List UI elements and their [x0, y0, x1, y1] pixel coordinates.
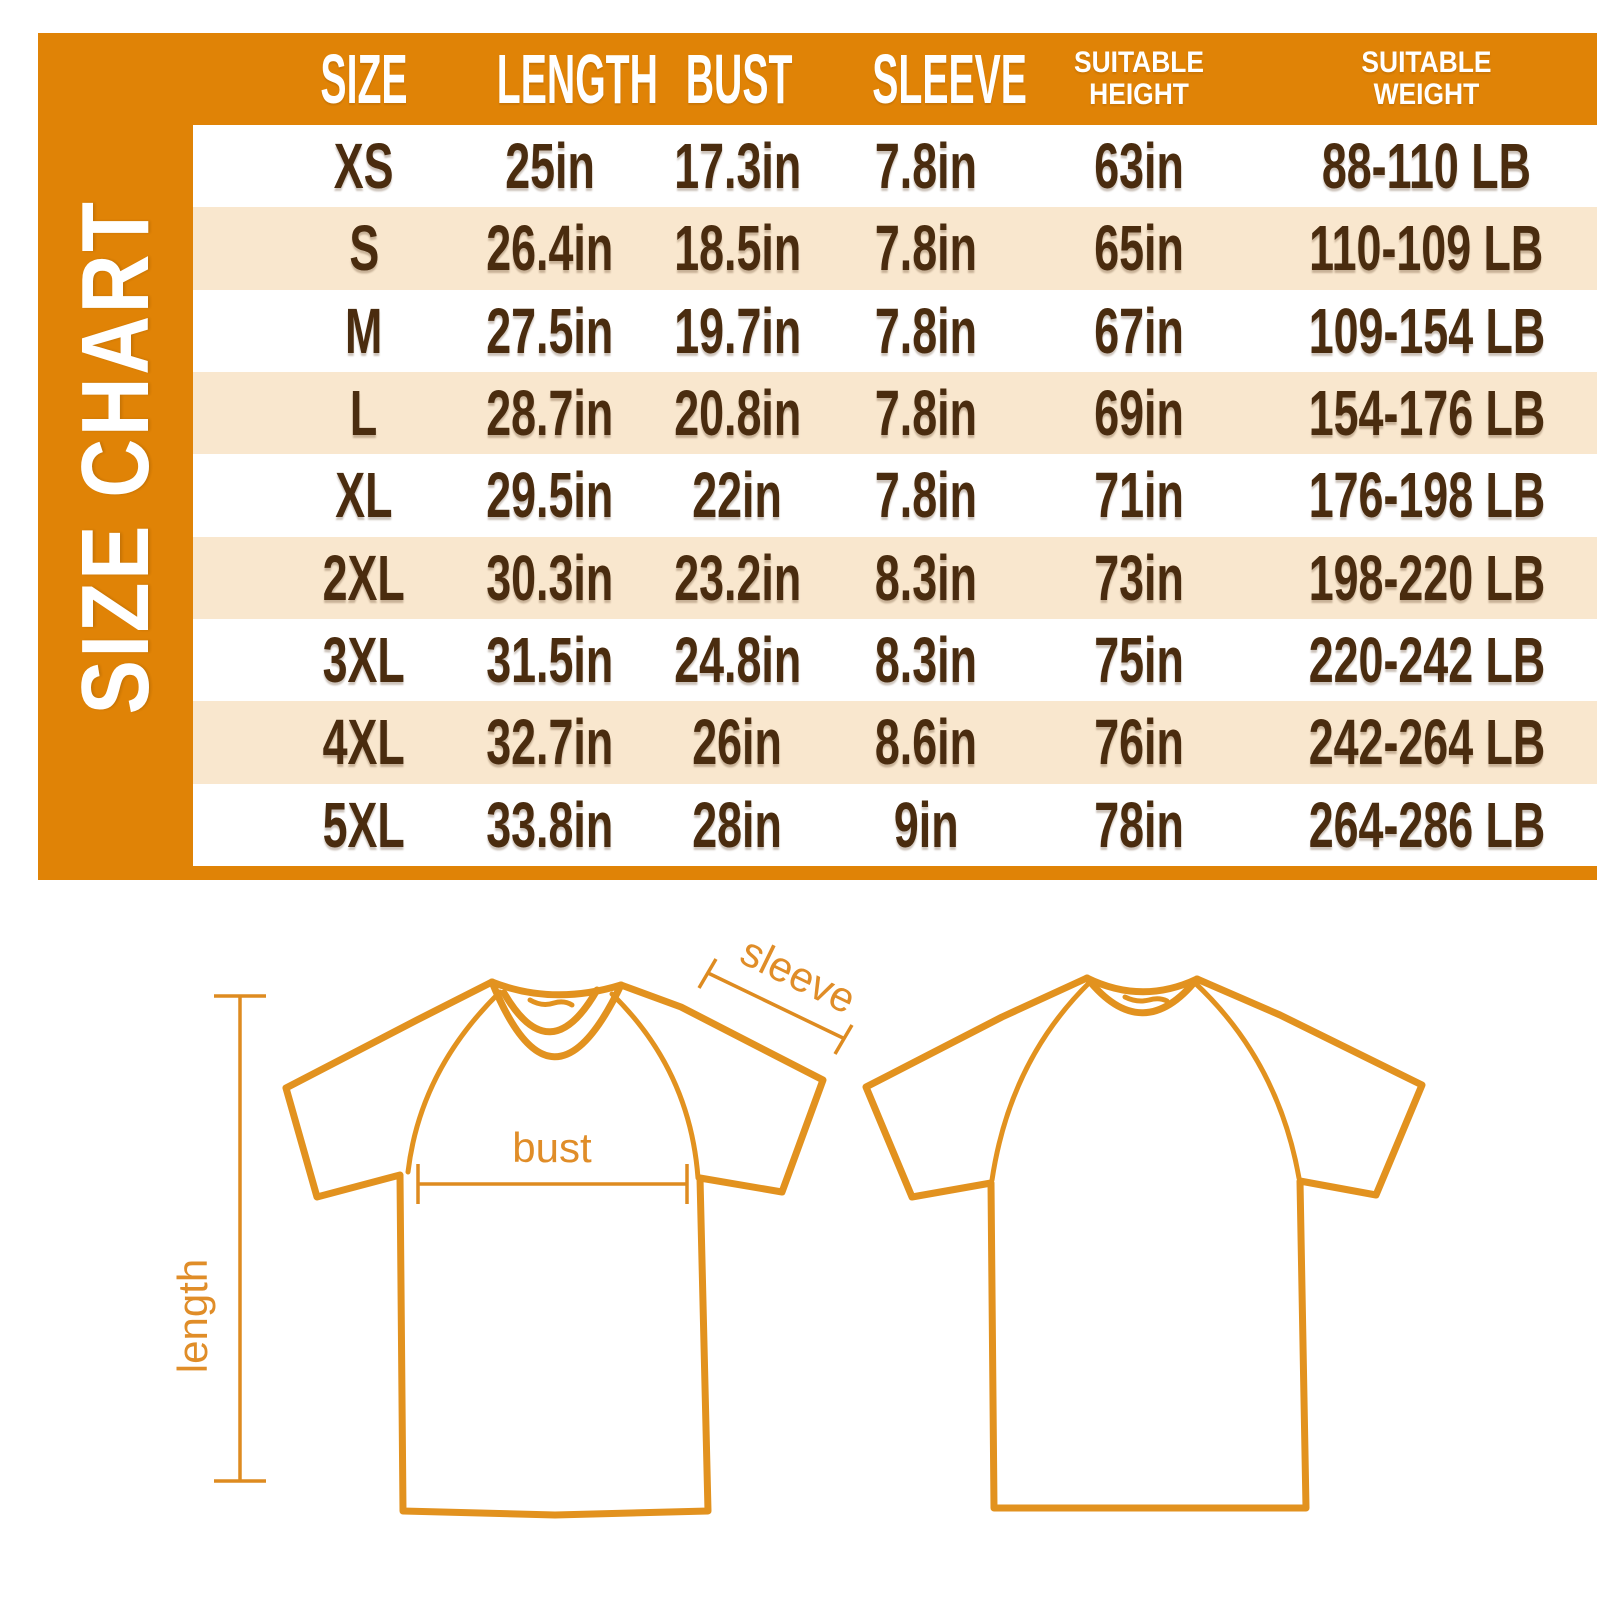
- cell-suitable-weight: [1256, 624, 1597, 697]
- cell-sleeve: [830, 212, 1022, 285]
- cell-suitable-height: [1022, 130, 1256, 203]
- cell-suitable-weight: [1256, 459, 1597, 532]
- cell-bust: [645, 377, 830, 450]
- cell-value: 20.8in: [673, 377, 801, 450]
- cell-sleeve: [830, 541, 1022, 614]
- tshirt-back-drawing: [866, 978, 1422, 1508]
- length-label: length: [169, 1258, 216, 1374]
- cell-value: 29.5in: [486, 459, 614, 532]
- cell-bust: [645, 624, 830, 697]
- cell-suitable-height: [1022, 377, 1256, 450]
- front-collar-stitch: [530, 1000, 572, 1005]
- table-row: [193, 207, 1597, 289]
- cell-size: [193, 130, 455, 203]
- cell-length: [455, 459, 645, 532]
- cell-value: 154-176 LB: [1308, 377, 1545, 450]
- back-collar-stitch: [1125, 997, 1167, 1001]
- cell-suitable-weight: [1256, 788, 1597, 861]
- cell-value: 3XL: [322, 624, 406, 697]
- cell-value: 220-242 LB: [1308, 624, 1545, 697]
- cell-value: 31.5in: [486, 624, 614, 697]
- sleeve-label: sleeve: [733, 927, 864, 1023]
- cell-value: XS: [334, 130, 394, 203]
- cell-suitable-weight: [1256, 212, 1597, 285]
- cell-value: 76in: [1094, 706, 1184, 779]
- tshirt-front-drawing: [286, 982, 823, 1515]
- cell-value: 9in: [893, 788, 959, 861]
- table-row: [193, 372, 1597, 454]
- cell-value: 176-198 LB: [1308, 459, 1545, 532]
- cell-value: 17.3in: [673, 130, 801, 203]
- cell-value: 69in: [1094, 377, 1184, 450]
- cell-value: 264-286 LB: [1308, 788, 1545, 861]
- length-measure-line: [169, 996, 266, 1481]
- bust-label: bust: [512, 1124, 592, 1171]
- table-header-row: [193, 33, 1597, 125]
- cell-suitable-height: [1022, 706, 1256, 779]
- cell-value: 18.5in: [673, 212, 801, 285]
- size-chart-title: SIZE CHART: [61, 198, 169, 715]
- cell-value: 28.7in: [486, 377, 614, 450]
- cell-sleeve: [830, 624, 1022, 697]
- cell-value: 4XL: [322, 706, 406, 779]
- column-header-size: SIZE: [320, 40, 408, 118]
- column-header-sleeve: SLEEVE: [872, 40, 1027, 118]
- cell-size: [193, 377, 455, 450]
- cell-sleeve: [830, 788, 1022, 861]
- cell-value: XL: [335, 459, 393, 532]
- cell-bust: [645, 294, 830, 367]
- cell-value: 65in: [1094, 212, 1184, 285]
- cell-length: [455, 212, 645, 285]
- cell-length: [455, 294, 645, 367]
- column-header-bust: BUST: [685, 40, 793, 118]
- cell-size: [193, 294, 455, 367]
- front-right-armhole-seam: [612, 994, 698, 1178]
- cell-value: 7.8in: [874, 212, 978, 285]
- cell-bust: [645, 788, 830, 861]
- cell-suitable-weight: [1256, 377, 1597, 450]
- cell-size: [193, 788, 455, 861]
- size-chart-title-band: [38, 33, 193, 880]
- cell-length: [455, 541, 645, 614]
- cell-sleeve: [830, 377, 1022, 450]
- cell-value: 78in: [1094, 788, 1184, 861]
- cell-sleeve: [830, 459, 1022, 532]
- table-row: [193, 701, 1597, 783]
- cell-value: 63in: [1094, 130, 1184, 203]
- cell-size: [193, 459, 455, 532]
- cell-value: 2XL: [322, 541, 406, 614]
- cell-bust: [645, 459, 830, 532]
- cell-value: 71in: [1094, 459, 1184, 532]
- cell-value: 26in: [692, 706, 783, 779]
- cell-value: 28in: [692, 788, 783, 861]
- table-row: [193, 537, 1597, 619]
- cell-value: 73in: [1094, 541, 1184, 614]
- measurement-diagram: [0, 900, 1600, 1600]
- cell-value: 5XL: [322, 788, 406, 861]
- cell-value: 242-264 LB: [1308, 706, 1545, 779]
- cell-value: 8.3in: [874, 624, 978, 697]
- cell-length: [455, 377, 645, 450]
- cell-size: [193, 706, 455, 779]
- cell-value: L: [350, 377, 378, 450]
- cell-suitable-height: [1022, 788, 1256, 861]
- front-collar-top: [492, 982, 621, 995]
- cell-value: 7.8in: [874, 294, 978, 367]
- cell-size: [193, 541, 455, 614]
- cell-value: M: [345, 294, 383, 367]
- cell-suitable-weight: [1256, 706, 1597, 779]
- cell-value: 110-109 LB: [1309, 212, 1544, 285]
- cell-value: 30.3in: [486, 541, 614, 614]
- cell-value: 24.8in: [673, 624, 801, 697]
- cell-value: 23.2in: [673, 541, 801, 614]
- back-right-armhole-seam: [1194, 982, 1299, 1178]
- cell-value: 7.8in: [874, 377, 978, 450]
- cell-value: 22in: [692, 459, 783, 532]
- cell-sleeve: [830, 294, 1022, 367]
- table-row: [193, 454, 1597, 536]
- cell-value: 67in: [1094, 294, 1184, 367]
- cell-value: 109-154 LB: [1308, 294, 1545, 367]
- cell-size: [193, 624, 455, 697]
- cell-suitable-height: [1022, 212, 1256, 285]
- size-table-body: [193, 125, 1597, 866]
- cell-value: 7.8in: [874, 459, 978, 532]
- cell-bust: [645, 541, 830, 614]
- cell-bust: [645, 706, 830, 779]
- cell-value: 8.3in: [874, 541, 978, 614]
- cell-suitable-weight: [1256, 130, 1597, 203]
- table-row: [193, 784, 1597, 866]
- back-collar-top: [1087, 978, 1197, 992]
- sleeve-measure-line: [699, 927, 863, 1054]
- cell-value: 27.5in: [486, 294, 614, 367]
- cell-value: 26.4in: [486, 212, 614, 285]
- cell-suitable-height: [1022, 624, 1256, 697]
- cell-value: 19.7in: [673, 294, 801, 367]
- cell-value: 8.6in: [874, 706, 978, 779]
- cell-suitable-weight: [1256, 294, 1597, 367]
- table-row: [193, 290, 1597, 372]
- cell-length: [455, 788, 645, 861]
- cell-value: S: [349, 212, 379, 285]
- cell-suitable-height: [1022, 459, 1256, 532]
- column-header-suitable-height: SUITABLE HEIGHT: [1074, 45, 1205, 111]
- cell-size: [193, 212, 455, 285]
- cell-value: 7.8in: [874, 130, 978, 203]
- cell-suitable-height: [1022, 294, 1256, 367]
- cell-sleeve: [830, 130, 1022, 203]
- cell-value: 32.7in: [486, 706, 614, 779]
- cell-length: [455, 130, 645, 203]
- table-row: [193, 619, 1597, 701]
- table-row: [193, 125, 1597, 207]
- column-header-length: LENGTH: [496, 40, 658, 118]
- size-chart-panel: [38, 33, 1597, 880]
- cell-value: 198-220 LB: [1308, 541, 1545, 614]
- cell-sleeve: [830, 706, 1022, 779]
- cell-bust: [645, 130, 830, 203]
- cell-value: 25in: [505, 130, 595, 203]
- cell-suitable-weight: [1256, 541, 1597, 614]
- cell-value: 33.8in: [486, 788, 614, 861]
- cell-length: [455, 624, 645, 697]
- cell-suitable-height: [1022, 541, 1256, 614]
- cell-bust: [645, 212, 830, 285]
- cell-value: 75in: [1094, 624, 1184, 697]
- bust-measure-line: [418, 1124, 687, 1204]
- column-header-suitable-weight: SUITABLE WEIGHT: [1361, 45, 1492, 111]
- cell-value: 88-110 LB: [1321, 130, 1532, 203]
- cell-length: [455, 706, 645, 779]
